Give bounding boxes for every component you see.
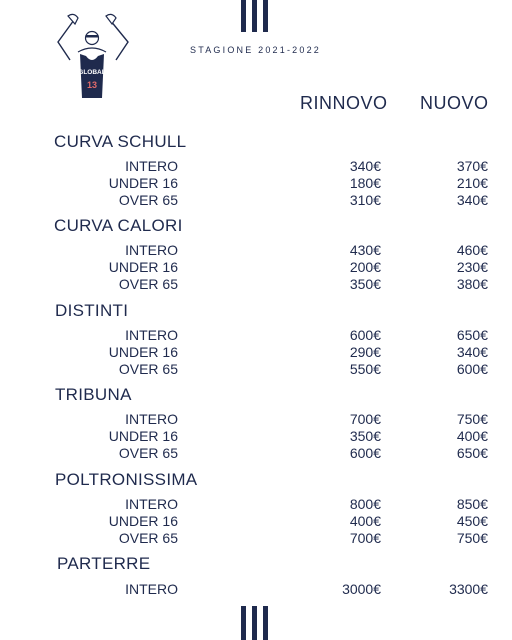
ticket-type: INTERO xyxy=(125,158,178,174)
new-price: 230€ xyxy=(456,259,488,275)
ticket-type: INTERO xyxy=(125,327,178,343)
table-row xyxy=(0,445,512,462)
new-price: 600€ xyxy=(456,361,488,377)
table-row xyxy=(0,411,512,428)
renewal-price: 700€ xyxy=(349,530,381,546)
table-row xyxy=(0,361,512,378)
ticket-type: INTERO xyxy=(125,242,178,258)
renewal-price: 600€ xyxy=(349,327,381,343)
renewal-column-header: RINNOVO xyxy=(300,93,388,113)
svg-text:GLOBAL: GLOBAL xyxy=(78,69,106,76)
shirt-text xyxy=(78,69,105,76)
table-row xyxy=(0,428,512,445)
new-price: 750€ xyxy=(456,530,488,546)
new-price: 450€ xyxy=(456,513,488,529)
table-row xyxy=(0,259,512,276)
table-row xyxy=(0,192,512,209)
section-title: POLTRONISSIMA xyxy=(55,470,198,489)
shirt-number xyxy=(87,80,97,90)
new-price: 380€ xyxy=(456,276,488,292)
ticket-type: INTERO xyxy=(125,496,178,512)
renewal-price: 200€ xyxy=(349,259,381,275)
table-row xyxy=(0,513,512,530)
section-title: CURVA SCHULL xyxy=(54,132,187,151)
cheering-player-icon xyxy=(44,8,140,104)
ticket-type: INTERO xyxy=(125,411,178,427)
section-title: CURVA CALORI xyxy=(54,216,183,235)
table-row xyxy=(0,242,512,259)
stripe xyxy=(241,606,246,640)
table-row xyxy=(0,344,512,361)
ticket-type: UNDER 16 xyxy=(108,428,178,444)
new-price: 400€ xyxy=(456,428,488,444)
renewal-price: 600€ xyxy=(349,445,381,461)
table-row xyxy=(0,175,512,192)
stripe xyxy=(241,0,246,32)
ticket-type: OVER 65 xyxy=(118,361,178,377)
ticket-type: UNDER 16 xyxy=(108,259,178,275)
section-title: PARTERRE xyxy=(57,554,151,573)
bottom-stripes-decoration xyxy=(241,606,268,640)
section-title: DISTINTI xyxy=(55,301,129,320)
table-row xyxy=(0,276,512,293)
new-price: 340€ xyxy=(456,344,488,360)
renewal-price: 310€ xyxy=(349,192,381,208)
renewal-price: 350€ xyxy=(349,428,381,444)
stripe xyxy=(263,0,268,32)
ticket-type: UNDER 16 xyxy=(108,175,178,191)
table-row xyxy=(0,530,512,547)
ticket-type: OVER 65 xyxy=(118,192,178,208)
stripe xyxy=(252,606,257,640)
ticket-type: OVER 65 xyxy=(118,276,178,292)
renewal-price: 430€ xyxy=(349,242,381,258)
renewal-price: 800€ xyxy=(349,496,381,512)
ticket-type: UNDER 16 xyxy=(108,344,178,360)
table-row xyxy=(0,158,512,175)
renewal-price: 700€ xyxy=(349,411,381,427)
ticket-type: OVER 65 xyxy=(118,445,178,461)
table-row xyxy=(0,581,512,598)
new-column-header: NUOVO xyxy=(420,93,489,113)
new-price: 750€ xyxy=(456,411,488,427)
renewal-price: 340€ xyxy=(349,158,381,174)
new-price: 650€ xyxy=(456,327,488,343)
section-title: TRIBUNA xyxy=(55,385,132,404)
new-price: 210€ xyxy=(456,175,488,191)
ticket-type: OVER 65 xyxy=(118,530,178,546)
ticket-type: INTERO xyxy=(125,581,178,597)
table-row xyxy=(0,327,512,344)
renewal-price: 400€ xyxy=(349,513,381,529)
new-price: 460€ xyxy=(456,242,488,258)
ticket-type: UNDER 16 xyxy=(108,513,178,529)
new-price: 340€ xyxy=(456,192,488,208)
stripe xyxy=(252,0,257,32)
svg-text:13: 13 xyxy=(86,80,98,90)
stripe xyxy=(263,606,268,640)
season-label: STAGIONE 2021-2022 xyxy=(190,45,321,55)
renewal-price: 550€ xyxy=(349,361,381,377)
new-price: 650€ xyxy=(456,445,488,461)
top-stripes-decoration xyxy=(241,0,268,32)
renewal-price: 290€ xyxy=(349,344,381,360)
renewal-price: 180€ xyxy=(349,175,381,191)
renewal-price: 3000€ xyxy=(342,581,381,597)
table-row xyxy=(0,496,512,513)
new-price: 3300€ xyxy=(449,581,488,597)
new-price: 850€ xyxy=(456,496,488,512)
new-price: 370€ xyxy=(456,158,488,174)
renewal-price: 350€ xyxy=(349,276,381,292)
